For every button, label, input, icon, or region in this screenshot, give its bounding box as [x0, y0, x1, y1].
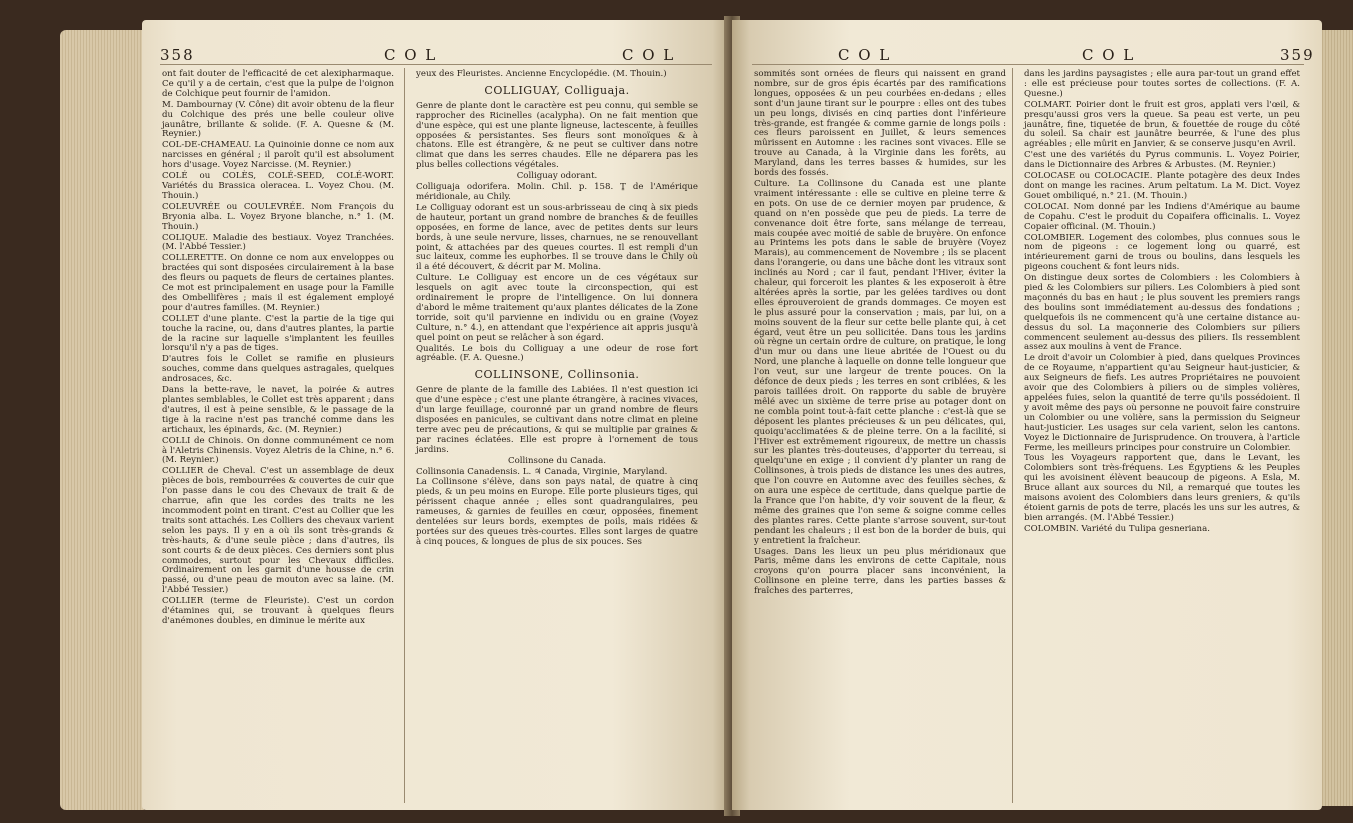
header-rule: [160, 64, 712, 65]
left-column-2: [416, 70, 698, 549]
paragraph: Collinsonia Canadensis. L. ♃ Canada, Virginie, Maryland.: [416, 466, 668, 477]
paragraph: Genre de plante de la famille des Labiées. Il n'est question ici que d'une espèce ; c'est une plante étrangère, à racines vivaces, d'un large feuillage, couronné par un grand nombre de fleurs disposées en panicules, se cultivant dans notre climat en pleine terre avec peu de précautions, & qui se multiplie par graines & par racines éclatées. Elle est propre à l'ornement de tous jardins.: [416, 385, 698, 455]
paragraph: yeux des Fleuristes. Ancienne Encyclopédie. (M. Thouin.): [416, 69, 667, 79]
paragraph: COLOCAI. Nom donné par les Indiens d'Amérique au baume de Copahu. C'est le produit du Copaifera officinalis. L. Voyez Copaier officinal. (M. Thouin.): [1024, 201, 1300, 232]
left-page: [142, 20, 730, 810]
paragraph: Collinsone du Canada.: [508, 455, 606, 466]
paragraph: La Collinsone s'élève, dans son pays natal, de quatre à cinq pieds, & un peu moins en Europe. Elle porte plusieurs tiges, qui périssent chaque année ; elles sont quadrangulaires, peu rameuses, & garnies de feuilles en cœur, opposées, finement dentelées sur leurs bords, exemptes de poils, mais ridées & portées sur des queues très-courtes. Elles sont larges de quatre à cinq pouces, & longues de plus de six pouces. Ses: [416, 477, 698, 547]
paragraph: COLEUVRÉE ou COULEVRÉE. Nom François du Bryonia alba. L. Voyez Bryone blanche, n.° 1. (M. Thouin.): [162, 201, 394, 232]
paragraph: COLLET d'une plante. C'est la partie de la tige qui touche la racine, ou, dans d'autres plantes, la partie de la racine sur laquelle s'implantent les feuilles lorsqu'il n'y a pas de tiges.: [162, 313, 394, 354]
left-running-head-2: C O L: [622, 46, 676, 64]
page-edges-right: [1320, 30, 1353, 806]
paragraph: COLIQUE. Maladie des bestiaux. Voyez Tranchées. (M. l'Abbé Tessier.): [162, 232, 394, 253]
left-column-1: [162, 70, 394, 628]
entry-title: COLLIGUAY, Colliguaja.: [484, 83, 630, 97]
right-column-1: [754, 70, 1006, 598]
paragraph: Culture. Le Colliguay est encore un de ces végétaux sur lesquels on agit avec toute la circonspection, qui est ordinairement le propre de l'intelligence. On lui donnera d'abord le même traitement qu'aux plantes délicates de la Zone torride, soit qu'il parvienne en individu ou en graine (Voyez Culture, n.° 4.), en attendant que l'expérience ait appris jusqu'à quel point on peut se relâcher à son égard.: [416, 273, 698, 343]
paragraph: Genre de plante dont le caractère est peu connu, qui semble se rapprocher des Ricinelles (acalypha). On ne fait mention que d'une espèce, qui est une plante ligneuse, lactescente, à feuilles opposées & persistantes. Ses fleurs sont monoïques & à chatons. Elle est étrangère, & ne peut se cultiver dans notre climat que dans les serres chaudes. Elle ne déparera pas les plus belles collections végétales.: [416, 100, 698, 171]
right-running-head-1: C O L: [838, 46, 892, 64]
paragraph: COLÉ ou COLÈS, COLÉ-SEED, COLÉ-WORT. Variétés du Brassica oleracea. L. Voyez Chou. (M. Thouin.): [162, 171, 394, 201]
paragraph: D'autres fois le Collet se ramifie en plusieurs souches, comme dans quelques astragales, quelques androsaces, &c.: [162, 354, 394, 385]
paragraph: ont fait douter de l'efficacité de cet alexipharmaque. Ce qu'il y a de certain, c'est que la pulpe de l'oignon de Colchique peut fournir de l'amidon.: [162, 69, 394, 99]
paragraph: On distingue deux sortes de Colombiers : les Colombiers à pied & les Colombiers sur piliers. Les Colombiers à pied sont maçonnés du bas en haut ; le plus souvent les premiers rangs des boulins sont immédiatement au-dessus des fondations ; quelquefois ils ne commencent qu'à une certaine distance au-dessus du sol. La maçonnerie des Colombiers sur piliers commencent seulement au-dessus des piliers. Ils ressemblent assez aux moulins à vent de France.: [1024, 273, 1300, 353]
page-edges-left: [60, 30, 144, 810]
paragraph: Dans la bette-rave, le navet, la poirée & autres plantes semblables, le Collet est très apparent ; dans d'autres, il est à peine sensible, & le passage de la tige à la racine n'est pas tranché comme dans les artichaux, les épinards, &c. (M. Reynier.): [162, 385, 394, 435]
right-page: [732, 20, 1322, 810]
paragraph: COLLERETTE. On donne ce nom aux enveloppes ou bractées qui sont disposées circulairement à la base des fleurs ou paquets de fleurs de certaines plantes. Ce mot est principalement en usage pour la Famille des Ombellifères ; mais il est également employé pour d'autres familles. (M. Reynier.): [162, 253, 394, 313]
paragraph: COLOCASE ou COLOCACIE. Plante potagère des deux Indes dont on mange les racines. Arum peltatum. La M. Dict. Voyez Gouet ombiliqué, n.° 21. (M. Thouin.): [1024, 171, 1300, 201]
column-divider: [404, 68, 405, 803]
paragraph: sommités sont ornées de fleurs qui naissent en grand nombre, sur de gros épis écartés par des ramifications longues, opposées & un peu courbées en-dedans ; elles sont d'un jaune tirant sur le pourpre : elles ont des tubes un peu longs, divisés en cinq parties dont l'inférieure très-grande, est frangée & comme garnie de longs poils : ces fleurs paroissent en Juillet, & leurs semences mûrissent en Automne : les racines sont vivaces. Elle se trouve au Canada, à la Virginie dans les forêts, au Maryland, dans les terres basses & humides, sur les bords des fossés.: [754, 69, 1006, 179]
paragraph: Qualités. Le bois du Colliguay a une odeur de rose fort agréable. (F. A. Quesne.): [416, 343, 698, 364]
entry-title: COLLINSONE, Collinsonia.: [474, 368, 640, 382]
column-divider: [1012, 68, 1013, 803]
paragraph: COL-DE-CHAMEAU. La Quinoinie donne ce nom aux narcisses en général ; il paroît qu'il est absolument hors d'usage. Voyez Narcisse. (M. Reynier.): [162, 140, 394, 171]
left-running-head-1: C O L: [384, 46, 438, 64]
paragraph: COLMART. Poirier dont le fruit est gros, applati vers l'œil, & presqu'aussi gros vers la queue. Sa peau est verte, un peu jaunâtre, fine, tiquetée de brun, & fouettée de rouge du côté du soleil. Sa chair est jaunâtre beurrée, & l'une des plus agréables ; elle mûrit en Janvier, & se conserve jusqu'en Avril.: [1024, 99, 1300, 150]
paragraph: Le Colliguay odorant est un sous-arbrisseau de cinq à six pieds de hauteur, portant un grand nombre de branches & de feuilles opposées, en forme de lance, avec de petites dents sur leurs bords, à une seule nervure, lisses, charnues, ne se renouvellant point, & attachées par des queues courtes. Il est rempli d'un suc laiteux, comme les euphorbes. Il se trouve dans le Chily où il a été découvert, & décrit par M. Molina.: [416, 202, 698, 273]
paragraph: Tous les Voyageurs rapportent que, dans le Levant, les Colombiers sont très-fréquens. Les Égyptiens & les Peuples qui les avoisinent élèvent beaucoup de pigeons. A Esla, M. Bruce allant aux sources du Nil, a remarqué que toutes les maisons avoient des Colombiers dans leurs greniers, & qu'ils étoient garnis de pots de terre, placés les uns sur les autres, & bien arrangés. (M. l'Abbé Tessier.): [1024, 453, 1300, 523]
paragraph: dans les jardins paysagistes ; elle aura par-tout un grand effet : elle est précieuse pour toutes sortes de collections. (F. A. Quesne.): [1024, 69, 1300, 99]
paragraph: COLOMBIER. Logement des colombes, plus connues sous le nom de pigeons : ce logement long ou quarré, est intérieurement garni de trous ou boulins, dans lesquels les pigeons couchent & font leurs nids.: [1024, 232, 1300, 273]
right-running-head-2: C O L: [1082, 46, 1136, 64]
paragraph: C'est une des variétés du Pyrus communis. L. Voyez Poirier, dans le Dictionnaire des Arbres & Arbustes. (M. Reynier.): [1024, 150, 1300, 171]
paragraph: Le droit d'avoir un Colombier à pied, dans quelques Provinces de ce Royaume, n'appartient qu'au Seigneur haut-justicier, & aux Seigneurs de fiefs. Les autres Propriétaires ne pouvoient avoir que des Colombiers à piliers ou de simples volières, appelées fuies, selon la quantité de terre qu'ils possédoient. Il y avoit même des pays où personne ne pouvoit faire construire un Colombier ou une volière, sans la permission du Seigneur haut-justicier. Les usages sur cela varient, selon les cantons. Voyez le Dictionnaire de Jurisprudence. On trouvera, à l'article Ferme, les meilleurs principes pour construire un Colombier.: [1024, 353, 1300, 453]
right-column-2: [1024, 70, 1300, 536]
paragraph: M. Dambournay (V. Cône) dit avoir obtenu de la fleur du Colchique des prés une belle couleur olive jaunâtre, brillante & solide. (F. A. Quesne & (M. Reynier.): [162, 99, 394, 140]
paragraph: Colliguaja odorifera. Molin. Chil. p. 158. Ṯ de l'Amérique méridionale, au Chily.: [416, 182, 698, 202]
paragraph: COLOMBIN. Variété du Tulipa gesneriana.: [1024, 523, 1210, 534]
header-rule: [752, 64, 1304, 65]
paragraph: Usages. Dans les lieux un peu plus méridionaux que Paris, même dans les environs de cette Capitale, nous croyons qu'on pourra placer sans inconvénient, la Collinsone en pleine terre, dans les parties basses & fraîches des parterres,: [754, 546, 1006, 597]
paragraph: Colliguay odorant.: [516, 171, 598, 182]
book-spread: [60, 6, 1315, 818]
paragraph: COLLIER (terme de Fleuriste). C'est un cordon d'étamines qui, se trouvant à quelques fleurs d'anémones doubles, en diminue le mérite aux: [162, 596, 394, 626]
left-page-number: 358: [160, 46, 195, 64]
paragraph: COLLIER de Cheval. C'est un assemblage de deux pièces de bois, rembourrées & couvertes de cuir que l'on passe dans le cou des Chevaux de trait & de charrue, afin que les cordes des traits ne les incommodent point en tirant. C'est au Collier que les traits sont attachés. Les Colliers des chevaux varient selon les pays. Il y en a où ils sont très-grands & très-hauts, & d'une seule pièce ; dans d'autres, ils sont courts & de deux pièces. Ces derniers sont plus commodes, surtout pour les Chevaux difficiles. Ordinairement on les garnit d'une housse de crin passé, ou d'une peau de mouton avec sa laine. (M. l'Abbé Tessier.): [162, 466, 394, 596]
paragraph: COLLI de Chinois. On donne communément ce nom à l'Aletris Chinensis. Voyez Aletris de la Chine, n.° 6. (M. Reynier.): [162, 435, 394, 466]
paragraph: Culture. La Collinsone du Canada est une plante vraiment intéressante : elle se cultive en pleine terre & en pots. On use de ce dernier moyen par prudence, & quand on n'en possède que peu de pieds. La terre de convenance doit être forte, sans mélange de terreau, mais coupée avec moitié de sable de bruyère. On enfonce au Printems les pots dans le sable de bruyère (Voyez Marais), au commencement de Novembre ; ils se placent dans l'orangerie, ou dans une bâche dont les vitraux sont inclinés au Nord ; car il faut, pendant l'Hiver, éviter la chaleur, qui forceroit les plantes & les exposeroit à être altérées après la sortie, par les gelées tardives ou dont elles éprouveroient de grands dommages. Ce moyen est le plus assuré pour la conservation ; mais, par lui, on a moins souvent de la fleur sur cette belle plante qui, à cet égard, veut être un peu sollicitée. Dans tous les jardins où règne un certain ordre de culture, on pratique, le long d'un mur ou dans une lieue abritée de l'Ouest ou du Nord, une planche à laquelle on donne telle longueur que l'on veut, sur une largeur de trente pouces. On la défonce de deux pieds ; les terres en sont criblées, & les parois taillées droit. On rapporte du sable de bruyère mêlé avec un sixième de terre prise au potager dont on ne combla point tout-à-fait cette planche : c'est-là que se déposent les plantes précieuses & un peu délicates, qui, quoiqu'acclimatées & de pleine terre. On a la facilité, si l'Hiver est extrêmement rigoureux, de mettre un chassis sur les plantes très-douteuses, d'apporter du terreau, si quelqu'une en exige ; il convient d'y planter un rang de Collinsones, à trois pieds de distance les unes des autres, que l'on couvre en Automne avec des feuilles sèches, & on aura une espèce de certitude, dans quelque partie de la France que l'on habite, d'y voir souvent de la fleur, & même des graines que l'on seme & soigne comme celles des plantes rares. Cette plante s'arrose souvent, sur-tout pendant les chaleurs ; il est bon de la border de buis, qui y entretient la fraîcheur.: [754, 178, 1006, 546]
right-page-number: 359: [1280, 46, 1315, 64]
